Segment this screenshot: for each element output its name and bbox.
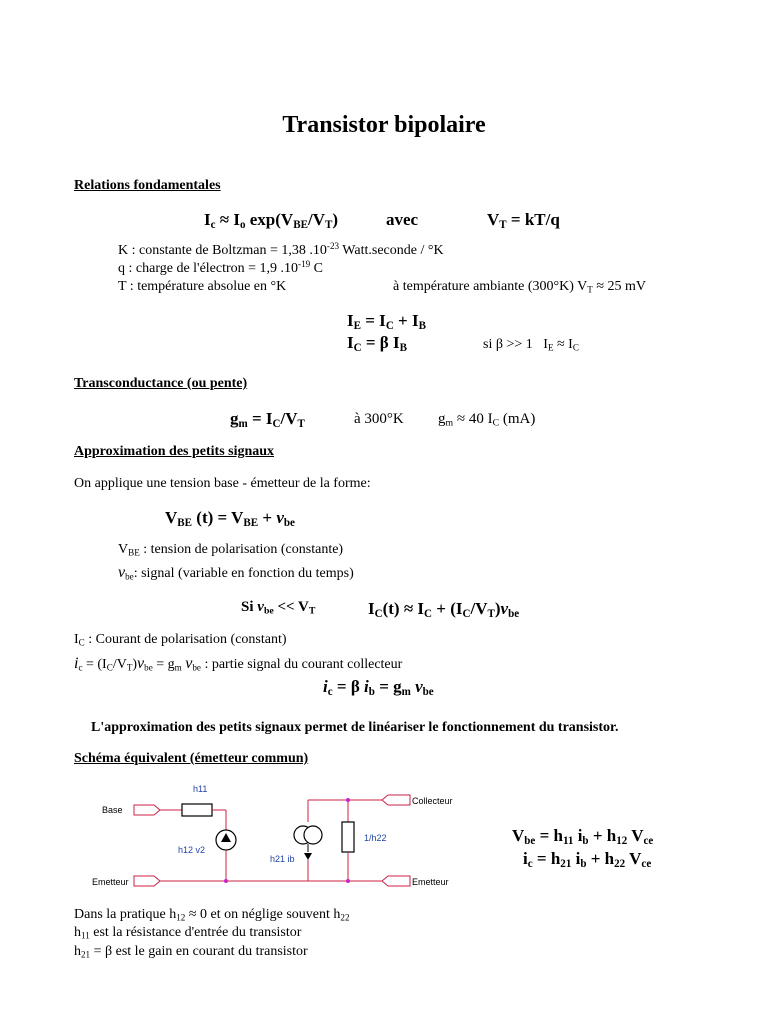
label-emetteur-left: Emetteur	[92, 877, 129, 887]
terminal-collector	[382, 795, 410, 805]
equation-ic-h: $i_c = h_{21}$ $i_b + h_{22}$ $V_{ce}$	[523, 849, 652, 870]
terminal-emitter-right	[382, 876, 410, 886]
label-h22: 1/h22	[364, 833, 387, 843]
note-line-2: $h_{11}$ est la résistance d'entrée du transistor	[74, 925, 302, 941]
label-emetteur-right: Emetteur	[412, 877, 449, 887]
equation-ic: $I_c \approx I_o$ $\exp(V_{BE}/V_T)$	[204, 210, 339, 231]
equivalent-circuit-diagram	[80, 780, 460, 895]
beta-condition: si β >> 1 $I_E \approx I_C$	[483, 337, 579, 353]
vbe-description: $V_{BE}$ : tension de polarisation (constante)	[118, 542, 344, 558]
section-heading-petits-signaux: Approximation des petits signaux	[74, 444, 275, 459]
node-emitter-1	[224, 879, 228, 883]
avec-label: avec	[386, 210, 419, 229]
current-source-arrow	[304, 853, 312, 860]
ic-signal-description: $i_c = (I_C/V_T)v_{be} = g_m$ $v_{be}$ : partie signal du courant collecteur	[74, 655, 403, 673]
equation-ie: $I_E = I_C + I_B$	[347, 311, 426, 332]
label-h11: h11	[193, 784, 208, 794]
node-emitter-2	[346, 879, 350, 883]
current-source-h21-ring	[304, 826, 322, 844]
constant-k: K : constante de Boltzman = 1,38 $.10^{-23}$ Watt.seconde / °K	[118, 241, 444, 258]
equation-vbe-h: $V_{be} = h_{11}$ $i_b + h_{12}$ $V_{ce}$	[512, 826, 654, 847]
equation-vbe-t: $V_{BE}$ $(t) = V_{BE} + v_{be}$	[165, 508, 295, 529]
note-line-1: Dans la pratique $h_{12} \approx 0$ et on néglige souvent $h_{22}$	[74, 907, 350, 923]
condition-small-signal: Si $v_{be} << V_T$	[241, 599, 316, 617]
page-title: Transistor bipolaire	[282, 112, 486, 138]
equation-gm: $g_m = I_C/V_T$	[230, 409, 305, 430]
section-heading-relations: Relations fondamentales	[74, 178, 221, 193]
constant-q: q : charge de l'électron = 1,9 $.10^{-19}$ C	[118, 259, 324, 276]
section-heading-schema: Schéma équivalent (émetteur commun)	[74, 751, 309, 766]
conclusion-text: L'approximation des petits signaux permet de linéariser le fonctionnement du transistor.	[91, 720, 619, 735]
note-line-3: $h_{21} = \beta$ est le gain en courant du transistor	[74, 944, 308, 960]
resistor-h11	[182, 804, 212, 816]
gm-temperature: à 300°K	[354, 411, 404, 427]
gm-approximation: $g_m \approx 40$ $I_C$ (mA)	[438, 411, 536, 429]
vbe-small-description: $v_{be}$: signal (variable en fonction du temps)	[118, 564, 354, 582]
label-base: Base	[102, 805, 123, 815]
resistor-h22	[342, 822, 354, 852]
node-collector	[346, 798, 350, 802]
equation-ic-small: $i_c = \beta$ $i_b = g_m$ $v_{be}$	[323, 677, 434, 698]
intro-text: On applique une tension base - émetteur de la forme:	[74, 476, 371, 491]
constant-t: T : température absolue en °K	[118, 279, 287, 294]
label-h12v2: h12 v2	[178, 845, 206, 855]
terminal-emitter-left	[134, 876, 160, 886]
ic-description: $I_C$ : Courant de polarisation (constant)	[74, 632, 287, 648]
ambient-temperature: à température ambiante (300°K) $V_T \approx 25$ mV	[393, 279, 647, 295]
equation-ic-beta: $I_C = \beta$ $I_B$	[347, 333, 407, 354]
section-heading-transconductance: Transconductance (ou pente)	[74, 376, 248, 391]
equation-vt: $V_T = kT/q$	[487, 210, 560, 231]
terminal-base	[134, 805, 160, 815]
label-collecteur: Collecteur	[412, 796, 453, 806]
label-h21ib: h21 ib	[270, 854, 295, 864]
equation-ic-t: $I_C(t) \approx I_C + (I_C/V_T)v_{be}$	[368, 599, 520, 620]
